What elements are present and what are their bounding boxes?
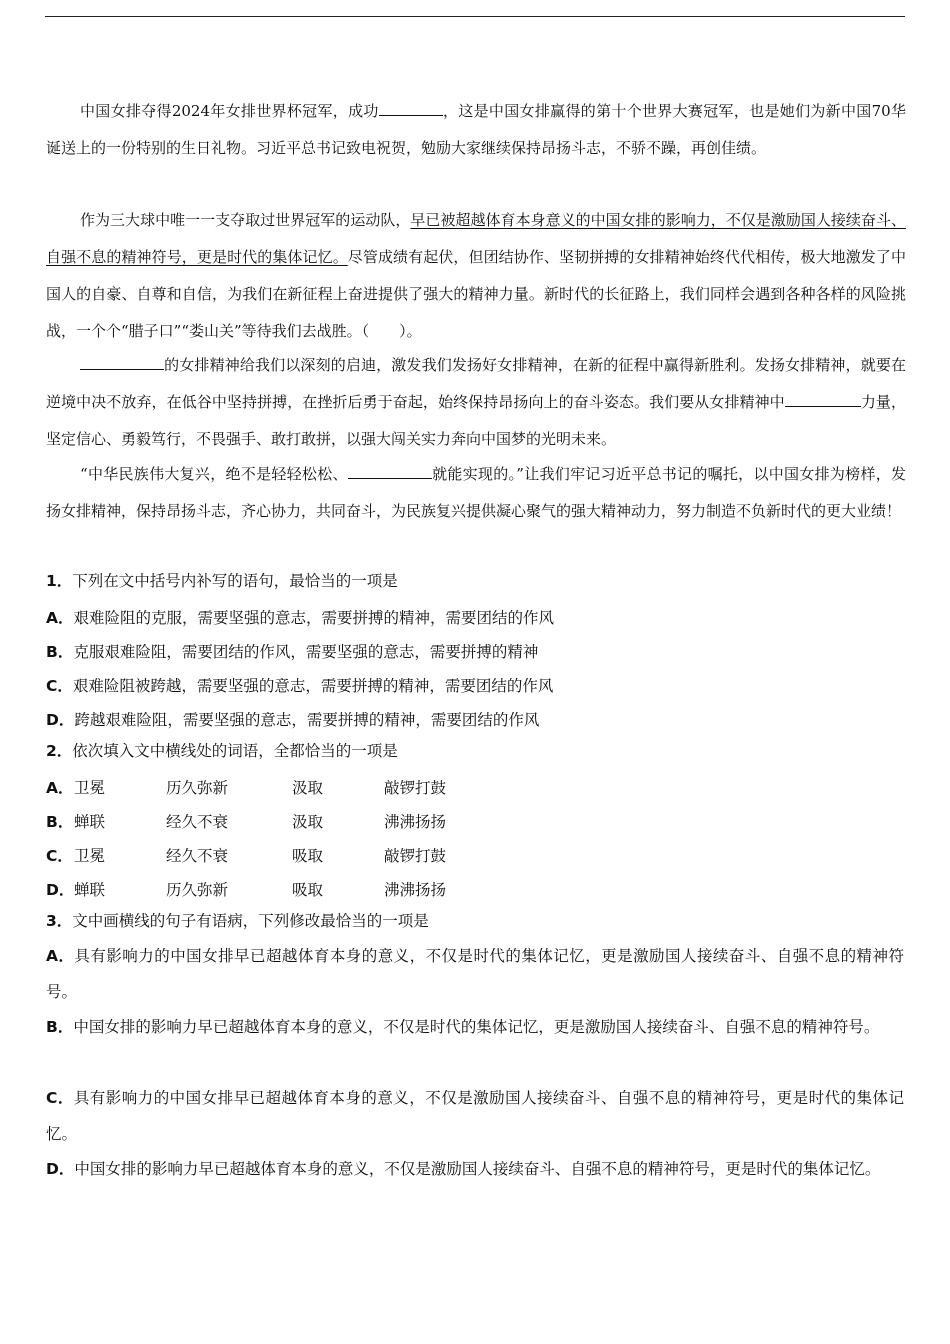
option-word: 卫冕: [74, 779, 106, 797]
passage-text: “中华民族伟大复兴，绝不是轻轻松松、: [80, 465, 348, 483]
passage-paragraph-3: [46, 347, 906, 458]
question-3-option-c[interactable]: [46, 1080, 904, 1152]
question-number: 1．: [46, 572, 73, 590]
question-1-option-c[interactable]: [46, 674, 904, 696]
option-letter: C．: [46, 677, 73, 695]
passage-text: 的女排精神给我们以深刻的启迪，激发我们发扬好女排精神，在新的征程中赢得新胜利。发扬女排精神，就要在逆境中决不放弃，在低谷中坚持拼搏，在挫折后勇于奋起，始终保持昂扬向上的奋斗姿态。我们要从女排精神中: [46, 356, 906, 411]
option-letter: D．: [46, 881, 75, 899]
passage-text: ，这是中国女排赢得的第十个世界大赛冠军，也是她们为新中国70华诞送上的一份特别的生日礼物。习近平总书记致电祝贺，勉励大家继续保持昂扬斗志，不骄不躁，再创佳绩。: [46, 102, 906, 157]
question-number: 3．: [46, 912, 73, 930]
question-3-option-b[interactable]: [46, 1009, 904, 1045]
option-word: 吸取: [292, 881, 324, 899]
passage-text: 尽管成绩有起伏，但团结协作、坚韧拼搏的女排精神始终代代相传，极大地激发了中国人的自豪、自尊和自信，为我们在新征程上奋进提供了强大的精神力量。新时代的长征路上，我们同样会遇到各种各样的风险挑战，一个个“腊子口”“娄山关”等待我们去战胜。（ ）。: [46, 248, 906, 340]
option-text: 中国女排的影响力早已超越体育本身的意义，不仅是时代的集体记忆，更是激励国人接续奋斗、自强不息的精神符号。: [73, 1018, 880, 1036]
option-letter: A．: [46, 947, 75, 965]
header-rule: [45, 16, 905, 17]
option-word: 敲锣打鼓: [384, 847, 447, 865]
option-letter: C．: [46, 847, 73, 865]
option-word: 历久弥新: [166, 881, 229, 899]
fill-blank: [379, 99, 443, 116]
passage-text: 中国女排夺得2024年女排世界杯冠军，成功: [80, 102, 379, 120]
option-text: 克服艰难险阻，需要团结的作风，需要坚强的意志，需要拼搏的精神: [73, 643, 539, 661]
option-text: 跨越艰难险阻，需要坚强的意志，需要拼搏的精神，需要团结的作风: [74, 711, 540, 729]
option-word: 蝉联: [74, 813, 106, 831]
fill-blank: [348, 462, 432, 479]
passage-text: 力量，坚定信心、勇毅笃行，不畏强手、敢打敢拼，以强大闯关实力奔向中国梦的光明未来。: [46, 393, 906, 448]
option-letter: B．: [46, 1018, 74, 1036]
question-3-option-a[interactable]: [46, 938, 904, 1010]
option-word: 敲锣打鼓: [384, 779, 447, 797]
option-letter: C．: [46, 1089, 74, 1107]
question-1-option-b[interactable]: [46, 640, 904, 662]
option-text: 具有影响力的中国女排早已超越体育本身的意义，不仅是时代的集体记忆，更是激励国人接续奋斗、自强不息的精神符号。: [46, 947, 904, 1001]
fill-blank: [80, 353, 164, 370]
option-word: 经久不衰: [166, 847, 229, 865]
question-text: 下列在文中括号内补写的语句，最恰当的一项是: [72, 572, 398, 590]
underlined-sentence: 早已被超越体育本身意义的中国女排的影响力，不仅是激励国人接续奋斗、自强不息的精神符号，更是时代的集体记忆。: [46, 211, 906, 266]
option-word: 沸沸扬扬: [384, 881, 447, 899]
question-3-stem: [46, 904, 906, 938]
option-text: 中国女排的影响力早已超越体育本身的意义，不仅是激励国人接续奋斗、自强不息的精神符号，更是时代的集体记忆。: [74, 1160, 881, 1178]
option-word: 历久弥新: [166, 779, 229, 797]
option-text: 艰难险阻被跨越，需要坚强的意志，需要拼搏的精神，需要团结的作风: [72, 677, 554, 695]
question-text: 依次填入文中横线处的词语，全都恰当的一项是: [72, 742, 398, 760]
question-3-option-d[interactable]: [46, 1151, 904, 1187]
option-letter: D．: [46, 711, 75, 729]
option-word: 吸取: [292, 847, 324, 865]
option-letter: B．: [46, 813, 74, 831]
option-letter: D．: [46, 1160, 75, 1178]
option-letter: A．: [46, 779, 74, 797]
option-text: 具有影响力的中国女排早已超越体育本身的意义，不仅是激励国人接续奋斗、自强不息的精神符号，更是时代的集体记忆。: [46, 1089, 904, 1143]
option-word: 汲取: [292, 779, 324, 797]
question-text: 文中画横线的句子有语病，下列修改最恰当的一项是: [72, 912, 429, 930]
fill-blank: [785, 390, 861, 407]
passage-text: 作为三大球中唯一一支夺取过世界冠军的运动队，: [80, 211, 411, 229]
question-1-option-d[interactable]: [46, 708, 904, 730]
option-word: 沸沸扬扬: [384, 813, 447, 831]
passage-paragraph-2: [46, 202, 906, 350]
option-text: 艰难险阻的克服，需要坚强的意志，需要拼搏的精神，需要团结的作风: [73, 609, 555, 627]
passage-text: 就能实现的。”让我们牢记习近平总书记的嘱托，以中国女排为榜样，发扬女排精神，保持昂扬斗志，齐心协力，共同奋斗，为民族复兴提供凝心聚气的强大精神动力，努力制造不负新时代的更大业绩！: [46, 465, 907, 520]
passage-paragraph-1: [46, 93, 906, 167]
option-word: 卫冕: [74, 847, 106, 865]
passage-paragraph-4: [46, 456, 906, 530]
option-word: 经久不衰: [166, 813, 229, 831]
question-number: 2．: [46, 742, 73, 760]
option-word: 蝉联: [74, 881, 106, 899]
option-letter: B．: [46, 643, 74, 661]
option-word: 汲取: [292, 813, 324, 831]
option-letter: A．: [46, 609, 74, 627]
question-1-option-a[interactable]: [46, 606, 904, 628]
question-2-stem: [46, 734, 906, 768]
question-1-stem: [46, 564, 906, 598]
